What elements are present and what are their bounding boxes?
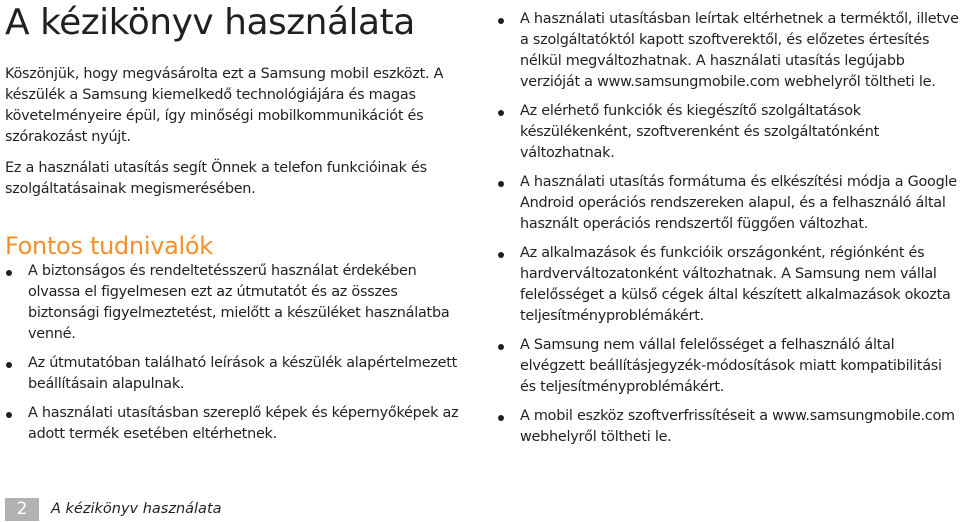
- bullet-item: Az elérhető funkciók és kiegészítő szolgáltatások készülékenként, szoftverenként és szolgáltatónként változhatnak.: [497, 101, 959, 164]
- page-footer: [0, 494, 960, 522]
- intro-paragraph: Ez a használati utasítás segít Önnek a telefon funkcióinak és szolgáltatásainak megismerésében.: [5, 160, 427, 197]
- bullet-item: A Samsung nem vállal felelősséget a felhasználó által elvégzett beállításjegyzék-módosítások miatt kompatibilitási és teljesítményproblémákért.: [497, 335, 959, 398]
- bullet-item: A biztonságos és rendeltetésszerű használat érdekében olvassa el figyelmesen ezt az útmutatót és az összes biztonsági figyelmeztetést, mielőtt a készüléket használatba venné.: [5, 261, 465, 345]
- left-column: [5, 0, 465, 453]
- bullet-item: Az alkalmazások és funkcióik országonként, régiónként és hardverváltozatonként változhatnak. A Samsung nem vállal felelősséget a külső cégek által készített alkalmazások okozta teljesítményproblémákért.: [497, 243, 959, 327]
- page-title: A kézikönyv használata: [5, 2, 415, 43]
- page-number-badge: 2: [5, 498, 39, 521]
- right-column: [497, 9, 959, 456]
- important-bullet-list: [5, 261, 465, 445]
- bullet-item: Az útmutatóban található leírások a készülék alapértelmezett beállításain alapulnak.: [5, 353, 465, 395]
- section-heading-important: Fontos tudnivalók: [5, 232, 213, 260]
- notes-bullet-list: [497, 9, 959, 448]
- footer-section-title: A kézikönyv használata: [51, 501, 222, 517]
- bullet-item: A használati utasításban leírtak eltérhetnek a terméktől, illetve a szolgáltatóktól kapott szoftverektől, és előzetes értesítés nélkül megváltozhatnak. A használati utasítás legújabb verzióját a www.samsungmobile.com webhelyről töltheti le.: [497, 9, 959, 93]
- bullet-item: A használati utasítás formátuma és elkészítési módja a Google Android operációs rendszereken alapul, és a felhasználó által használt operációs rendszertől függően változhat.: [497, 172, 959, 235]
- intro-paragraph: Köszönjük, hogy megvásárolta ezt a Samsung mobil eszközt. A készülék a Samsung kiemelkedő technológiájára és magas követelményeire épül, így minőségi mobilkommunikációt és szórakozást nyújt.: [5, 66, 444, 145]
- bullet-item: A mobil eszköz szoftverfrissítéseit a www.samsungmobile.com webhelyről töltheti le.: [497, 406, 959, 448]
- bullet-item: A használati utasításban szereplő képek és képernyőképek az adott termék esetében eltérhetnek.: [5, 403, 465, 445]
